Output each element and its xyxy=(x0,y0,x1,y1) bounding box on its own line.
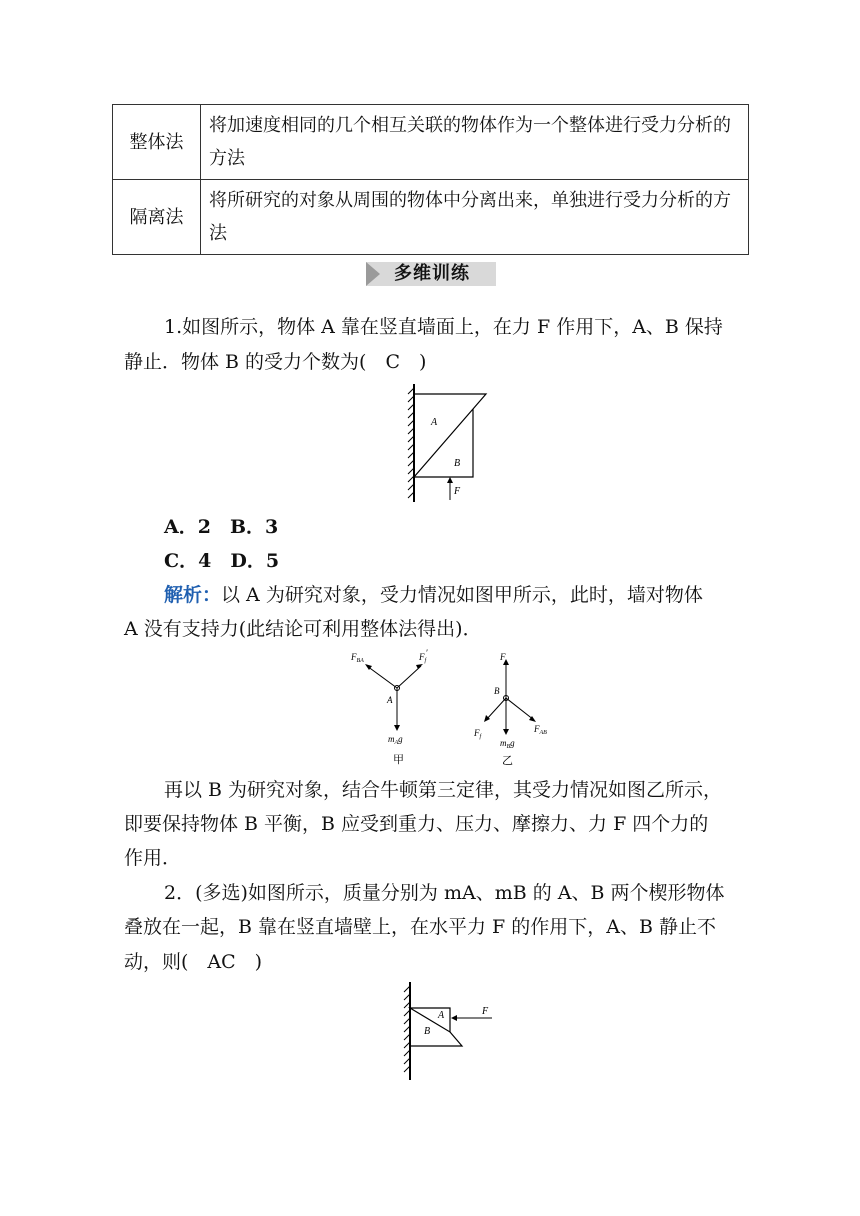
methods-table xyxy=(112,104,749,255)
jia-label-gravity: $m_Ag$ xyxy=(388,734,403,746)
fig1-label-f: F xyxy=(454,486,461,497)
section-banner xyxy=(366,262,496,286)
analysis-label: 解析： xyxy=(164,584,222,606)
yi-label-f-f: $F_f$ xyxy=(474,728,482,740)
banner-label: 多维训练 xyxy=(394,263,470,284)
method-description: 将加速度相同的几个相互关联的物体作为一个整体进行受力分析的方法 xyxy=(201,105,749,180)
method-name: 整体法 xyxy=(113,105,201,180)
jia-label-f-ba: $F_{BA}$ xyxy=(351,652,364,664)
q1-options-row2: C．4 D．5 xyxy=(164,550,280,572)
q1-line2: 静止．物体 B 的受力个数为( C ) xyxy=(124,351,427,373)
jia-caption: 甲 xyxy=(393,754,404,766)
fig2-label-a: A xyxy=(438,1010,445,1021)
q1-analysis-line1 xyxy=(164,578,703,612)
q1-options-row1: A．2 B．3 xyxy=(164,516,279,538)
yi-caption: 乙 xyxy=(502,755,513,767)
jia-point-label: A xyxy=(387,695,393,705)
method-description: 将所研究的对象从周围的物体中分离出来，单独进行受力分析的方法 xyxy=(201,180,749,255)
q1-analysis-line2: A 没有支持力(此结论可利用整体法得出)． xyxy=(124,618,482,640)
fig2-label-f: F xyxy=(482,1006,489,1017)
force-diagram-yi xyxy=(470,648,570,768)
yi-point-label: B xyxy=(494,686,500,696)
method-name: 隔离法 xyxy=(113,180,201,255)
q1-analysis-line5: 作用． xyxy=(124,847,182,869)
q2-figure xyxy=(396,980,506,1084)
yi-label-gravity: $m_Bg$ xyxy=(500,738,515,750)
banner-arrow-icon xyxy=(366,262,380,286)
fig1-label-a: A xyxy=(431,417,438,428)
q2-line2: 叠放在一起，B 靠在竖直墙壁上，在水平力 F 的作用下，A、B 静止不 xyxy=(124,916,716,938)
q1-analysis-line3: 再以 B 为研究对象，结合牛顿第三定律，其受力情况如图乙所示， xyxy=(164,779,723,801)
jia-label-f-f: $F_f'$ xyxy=(419,648,429,664)
q1-figure xyxy=(400,382,500,504)
table-row xyxy=(113,180,749,255)
table-row xyxy=(113,105,749,180)
q1-line1: 1.如图所示，物体 A 靠在竖直墙面上，在力 F 作用下，A、B 保持 xyxy=(164,316,723,338)
q2-line3: 动，则( AC ) xyxy=(124,951,263,973)
fig1-label-b: B xyxy=(454,458,461,469)
yi-label-f: F xyxy=(500,652,506,662)
q2-line1: 2．(多选)如图所示，质量分别为 mA、mB 的 A、B 两个楔形物体 xyxy=(164,882,725,904)
fig2-label-b: B xyxy=(424,1026,431,1037)
yi-label-f-ab: $F_{AB}$ xyxy=(534,724,547,736)
analysis-text: 以 A 为研究对象，受力情况如图甲所示，此时，墙对物体 xyxy=(221,584,703,606)
force-diagram-jia xyxy=(345,648,445,768)
q1-analysis-line4: 即要保持物体 B 平衡，B 应受到重力、压力、摩擦力、力 F 四个力的 xyxy=(124,813,709,835)
